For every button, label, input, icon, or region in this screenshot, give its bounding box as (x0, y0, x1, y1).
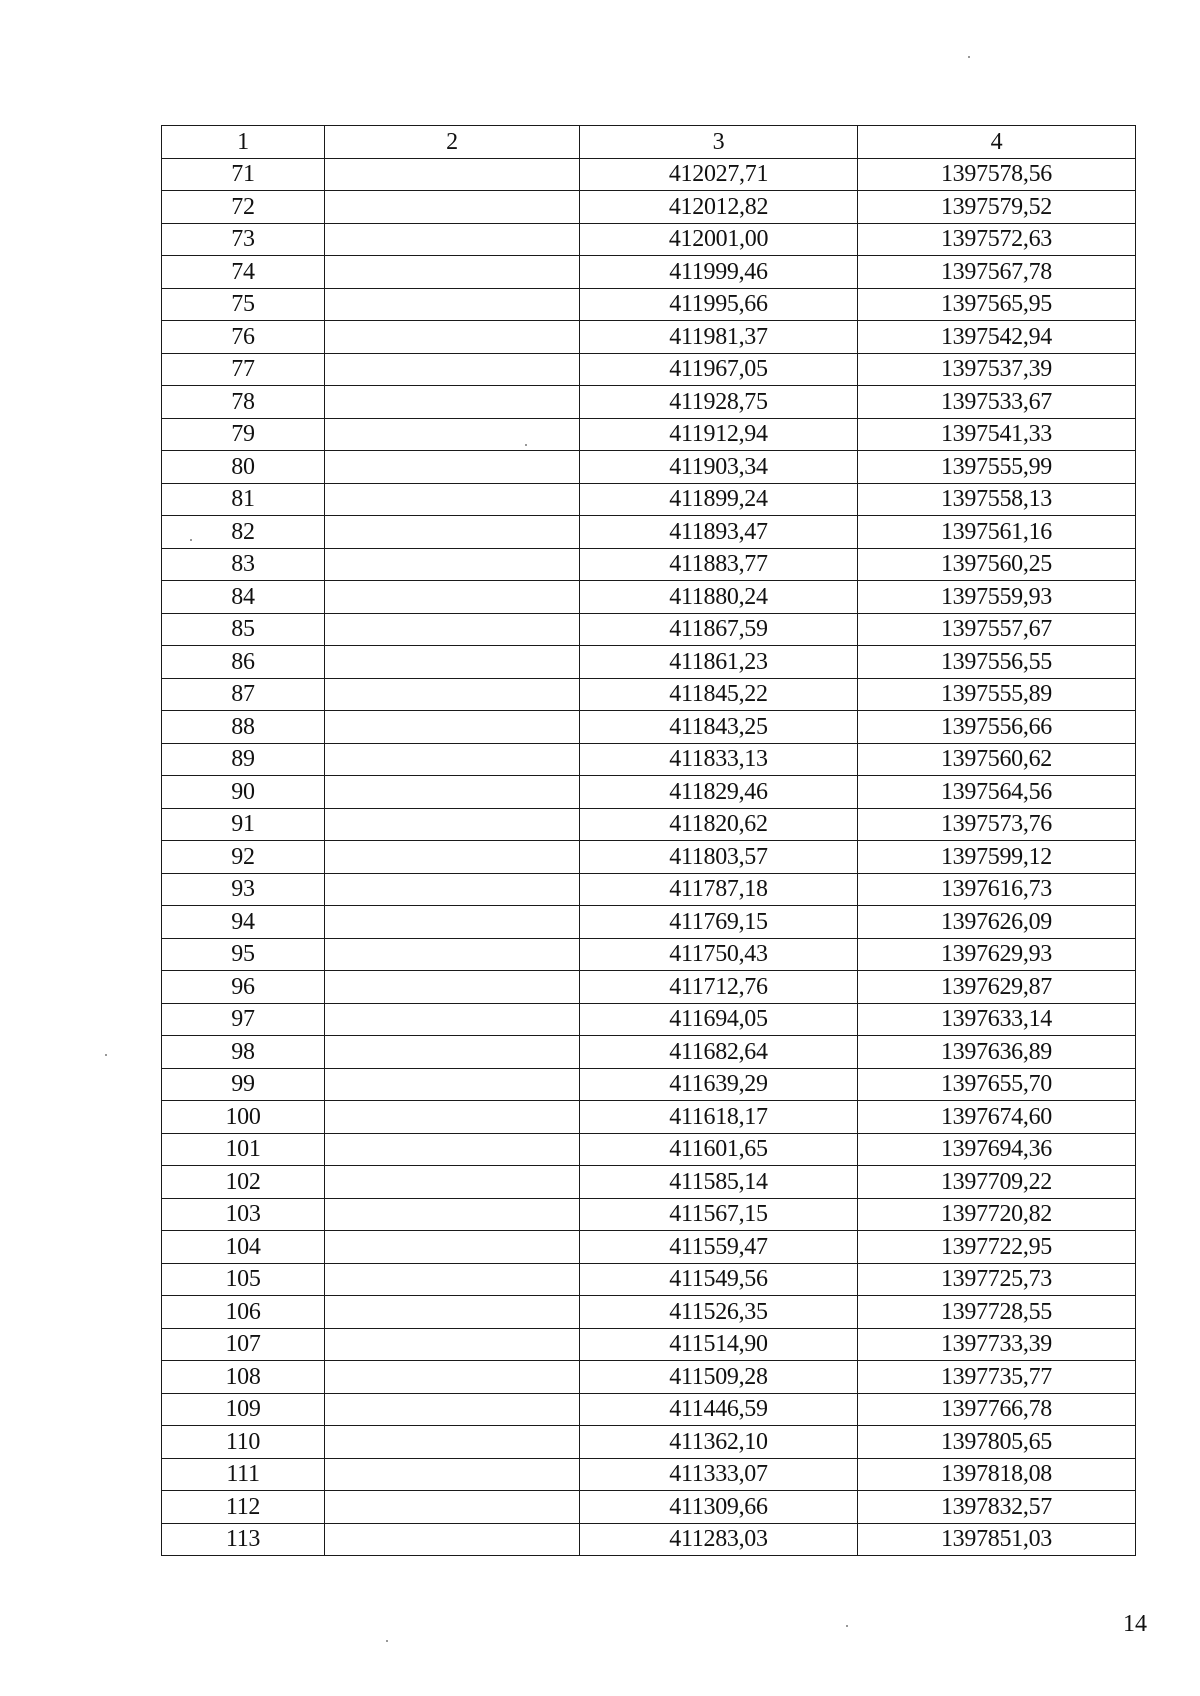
cell-column-2 (325, 1068, 580, 1101)
cell-coordinate-x: 411843,25 (580, 711, 858, 744)
table-row (162, 581, 1136, 614)
cell-coordinate-y: 1397616,73 (858, 873, 1136, 906)
cell-coordinate-y: 1397636,89 (858, 1036, 1136, 1069)
cell-coordinate-x: 412027,71 (580, 158, 858, 191)
cell-coordinate-y: 1397720,82 (858, 1198, 1136, 1231)
table-row (162, 808, 1136, 841)
table-row (162, 613, 1136, 646)
cell-point-number: 113 (162, 1523, 325, 1556)
cell-column-2 (325, 743, 580, 776)
table-row (162, 1523, 1136, 1556)
cell-coordinate-y: 1397557,67 (858, 613, 1136, 646)
cell-point-number: 86 (162, 646, 325, 679)
table-row (162, 1328, 1136, 1361)
cell-column-2 (325, 191, 580, 224)
cell-coordinate-x: 411845,22 (580, 678, 858, 711)
cell-column-2 (325, 386, 580, 419)
cell-coordinate-y: 1397674,60 (858, 1101, 1136, 1134)
cell-coordinate-x: 412001,00 (580, 223, 858, 256)
cell-column-2 (325, 288, 580, 321)
cell-point-number: 76 (162, 321, 325, 354)
cell-column-2 (325, 1328, 580, 1361)
table-row (162, 906, 1136, 939)
cell-coordinate-x: 411618,17 (580, 1101, 858, 1134)
cell-point-number: 100 (162, 1101, 325, 1134)
table-row (162, 1198, 1136, 1231)
table-row (162, 1166, 1136, 1199)
cell-coordinate-y: 1397537,39 (858, 353, 1136, 386)
table-row (162, 711, 1136, 744)
table-row (162, 1101, 1136, 1134)
cell-coordinate-x: 411883,77 (580, 548, 858, 581)
cell-point-number: 106 (162, 1296, 325, 1329)
cell-column-2 (325, 711, 580, 744)
cell-point-number: 73 (162, 223, 325, 256)
cell-column-2 (325, 1426, 580, 1459)
cell-coordinate-x: 411999,46 (580, 256, 858, 289)
header-cell-coordinate-y: 4 (858, 126, 1136, 159)
cell-point-number: 80 (162, 451, 325, 484)
cell-coordinate-y: 1397565,95 (858, 288, 1136, 321)
cell-coordinate-y: 1397573,76 (858, 808, 1136, 841)
cell-coordinate-y: 1397599,12 (858, 841, 1136, 874)
cell-coordinate-x: 411446,59 (580, 1393, 858, 1426)
cell-coordinate-y: 1397560,25 (858, 548, 1136, 581)
cell-column-2 (325, 581, 580, 614)
scan-speck (525, 444, 527, 446)
cell-coordinate-x: 411694,05 (580, 1003, 858, 1036)
cell-coordinate-y: 1397694,36 (858, 1133, 1136, 1166)
table-row (162, 516, 1136, 549)
cell-point-number: 103 (162, 1198, 325, 1231)
cell-coordinate-y: 1397728,55 (858, 1296, 1136, 1329)
table-row (162, 321, 1136, 354)
cell-column-2 (325, 451, 580, 484)
cell-point-number: 99 (162, 1068, 325, 1101)
cell-point-number: 107 (162, 1328, 325, 1361)
table-row (162, 1361, 1136, 1394)
table-row (162, 743, 1136, 776)
header-cell-point-number: 1 (162, 126, 325, 159)
page-number: 14 (1123, 1611, 1147, 1637)
scan-speck (386, 1640, 388, 1642)
cell-coordinate-x: 411750,43 (580, 938, 858, 971)
cell-column-2 (325, 1296, 580, 1329)
table-row (162, 1393, 1136, 1426)
table-row (162, 841, 1136, 874)
cell-coordinate-x: 411912,94 (580, 418, 858, 451)
table-row (162, 548, 1136, 581)
cell-coordinate-y: 1397709,22 (858, 1166, 1136, 1199)
cell-coordinate-y: 1397561,16 (858, 516, 1136, 549)
table-row (162, 451, 1136, 484)
table-row (162, 256, 1136, 289)
header-cell-column-2: 2 (325, 126, 580, 159)
cell-coordinate-y: 1397735,77 (858, 1361, 1136, 1394)
scan-speck (190, 539, 192, 541)
table-row (162, 1133, 1136, 1166)
cell-column-2 (325, 1491, 580, 1524)
cell-point-number: 98 (162, 1036, 325, 1069)
cell-coordinate-x: 411769,15 (580, 906, 858, 939)
table-row (162, 776, 1136, 809)
cell-point-number: 105 (162, 1263, 325, 1296)
cell-column-2 (325, 1036, 580, 1069)
table-row (162, 971, 1136, 1004)
table-row (162, 158, 1136, 191)
cell-coordinate-x: 411567,15 (580, 1198, 858, 1231)
cell-coordinate-y: 1397722,95 (858, 1231, 1136, 1264)
cell-point-number: 92 (162, 841, 325, 874)
cell-column-2 (325, 1166, 580, 1199)
cell-coordinate-x: 411967,05 (580, 353, 858, 386)
cell-point-number: 85 (162, 613, 325, 646)
cell-coordinate-y: 1397629,87 (858, 971, 1136, 1004)
cell-column-2 (325, 613, 580, 646)
cell-coordinate-x: 411682,64 (580, 1036, 858, 1069)
cell-point-number: 91 (162, 808, 325, 841)
table-row (162, 288, 1136, 321)
table-row (162, 1491, 1136, 1524)
cell-coordinate-y: 1397567,78 (858, 256, 1136, 289)
cell-coordinate-x: 411509,28 (580, 1361, 858, 1394)
cell-column-2 (325, 808, 580, 841)
table-row (162, 873, 1136, 906)
cell-column-2 (325, 776, 580, 809)
cell-point-number: 97 (162, 1003, 325, 1036)
cell-coordinate-y: 1397633,14 (858, 1003, 1136, 1036)
cell-coordinate-x: 411639,29 (580, 1068, 858, 1101)
cell-column-2 (325, 1523, 580, 1556)
cell-column-2 (325, 1198, 580, 1231)
cell-coordinate-y: 1397629,93 (858, 938, 1136, 971)
cell-coordinate-y: 1397733,39 (858, 1328, 1136, 1361)
cell-point-number: 93 (162, 873, 325, 906)
table-row (162, 418, 1136, 451)
cell-coordinate-x: 411333,07 (580, 1458, 858, 1491)
cell-coordinate-y: 1397766,78 (858, 1393, 1136, 1426)
table-row (162, 678, 1136, 711)
cell-coordinate-x: 411928,75 (580, 386, 858, 419)
cell-coordinate-x: 411601,65 (580, 1133, 858, 1166)
table-row (162, 1231, 1136, 1264)
scan-speck (846, 1625, 848, 1627)
cell-coordinate-y: 1397578,56 (858, 158, 1136, 191)
cell-coordinate-y: 1397818,08 (858, 1458, 1136, 1491)
cell-point-number: 79 (162, 418, 325, 451)
cell-column-2 (325, 418, 580, 451)
cell-point-number: 88 (162, 711, 325, 744)
header-cell-coordinate-x: 3 (580, 126, 858, 159)
cell-coordinate-y: 1397560,62 (858, 743, 1136, 776)
cell-point-number: 104 (162, 1231, 325, 1264)
scan-speck (968, 56, 970, 58)
cell-column-2 (325, 873, 580, 906)
cell-point-number: 84 (162, 581, 325, 614)
cell-column-2 (325, 321, 580, 354)
cell-coordinate-x: 411899,24 (580, 483, 858, 516)
cell-point-number: 101 (162, 1133, 325, 1166)
cell-coordinate-x: 411861,23 (580, 646, 858, 679)
cell-point-number: 96 (162, 971, 325, 1004)
coordinates-table (161, 125, 1136, 1556)
cell-coordinate-x: 411549,56 (580, 1263, 858, 1296)
cell-point-number: 82 (162, 516, 325, 549)
cell-coordinate-x: 411995,66 (580, 288, 858, 321)
cell-coordinate-x: 411585,14 (580, 1166, 858, 1199)
cell-point-number: 72 (162, 191, 325, 224)
cell-coordinate-y: 1397541,33 (858, 418, 1136, 451)
cell-coordinate-y: 1397851,03 (858, 1523, 1136, 1556)
cell-coordinate-x: 411981,37 (580, 321, 858, 354)
cell-coordinate-x: 411514,90 (580, 1328, 858, 1361)
cell-point-number: 108 (162, 1361, 325, 1394)
cell-coordinate-y: 1397555,89 (858, 678, 1136, 711)
cell-point-number: 83 (162, 548, 325, 581)
table-row (162, 386, 1136, 419)
cell-column-2 (325, 906, 580, 939)
table-row (162, 1068, 1136, 1101)
cell-coordinate-x: 411903,34 (580, 451, 858, 484)
cell-coordinate-y: 1397832,57 (858, 1491, 1136, 1524)
cell-coordinate-x: 411893,47 (580, 516, 858, 549)
cell-coordinate-x: 411309,66 (580, 1491, 858, 1524)
cell-coordinate-x: 411526,35 (580, 1296, 858, 1329)
cell-column-2 (325, 516, 580, 549)
cell-column-2 (325, 938, 580, 971)
table-row (162, 1263, 1136, 1296)
cell-column-2 (325, 1133, 580, 1166)
cell-coordinate-y: 1397579,52 (858, 191, 1136, 224)
cell-column-2 (325, 548, 580, 581)
coordinates-table-body (162, 126, 1136, 1556)
table-row (162, 1296, 1136, 1329)
cell-column-2 (325, 1231, 580, 1264)
cell-column-2 (325, 1393, 580, 1426)
cell-point-number: 90 (162, 776, 325, 809)
cell-column-2 (325, 483, 580, 516)
cell-coordinate-x: 411829,46 (580, 776, 858, 809)
cell-coordinate-x: 411803,57 (580, 841, 858, 874)
cell-coordinate-x: 411362,10 (580, 1426, 858, 1459)
cell-column-2 (325, 841, 580, 874)
cell-point-number: 75 (162, 288, 325, 321)
cell-column-2 (325, 158, 580, 191)
cell-column-2 (325, 1458, 580, 1491)
cell-coordinate-y: 1397655,70 (858, 1068, 1136, 1101)
table-header-row (162, 126, 1136, 159)
cell-coordinate-x: 411880,24 (580, 581, 858, 614)
scan-speck (105, 1054, 107, 1056)
cell-point-number: 71 (162, 158, 325, 191)
cell-column-2 (325, 678, 580, 711)
cell-column-2 (325, 353, 580, 386)
cell-coordinate-y: 1397805,65 (858, 1426, 1136, 1459)
cell-coordinate-x: 411787,18 (580, 873, 858, 906)
cell-coordinate-x: 411867,59 (580, 613, 858, 646)
cell-coordinate-y: 1397559,93 (858, 581, 1136, 614)
cell-point-number: 102 (162, 1166, 325, 1199)
cell-point-number: 111 (162, 1458, 325, 1491)
cell-point-number: 110 (162, 1426, 325, 1459)
cell-point-number: 87 (162, 678, 325, 711)
cell-coordinate-x: 411283,03 (580, 1523, 858, 1556)
cell-column-2 (325, 256, 580, 289)
cell-point-number: 89 (162, 743, 325, 776)
table-row (162, 223, 1136, 256)
table-row (162, 1036, 1136, 1069)
cell-coordinate-x: 411820,62 (580, 808, 858, 841)
cell-coordinate-y: 1397556,55 (858, 646, 1136, 679)
cell-column-2 (325, 1101, 580, 1134)
cell-point-number: 94 (162, 906, 325, 939)
table-row (162, 191, 1136, 224)
cell-coordinate-y: 1397555,99 (858, 451, 1136, 484)
cell-point-number: 78 (162, 386, 325, 419)
cell-point-number: 74 (162, 256, 325, 289)
cell-column-2 (325, 646, 580, 679)
cell-coordinate-y: 1397542,94 (858, 321, 1136, 354)
cell-column-2 (325, 1263, 580, 1296)
cell-coordinate-x: 411712,76 (580, 971, 858, 1004)
cell-column-2 (325, 1003, 580, 1036)
cell-coordinate-y: 1397558,13 (858, 483, 1136, 516)
cell-coordinate-y: 1397533,67 (858, 386, 1136, 419)
table-row (162, 1458, 1136, 1491)
table-row (162, 483, 1136, 516)
cell-column-2 (325, 223, 580, 256)
cell-coordinate-y: 1397556,66 (858, 711, 1136, 744)
cell-column-2 (325, 971, 580, 1004)
table-row (162, 646, 1136, 679)
cell-coordinate-y: 1397564,56 (858, 776, 1136, 809)
cell-coordinate-x: 411833,13 (580, 743, 858, 776)
cell-point-number: 95 (162, 938, 325, 971)
cell-coordinate-x: 412012,82 (580, 191, 858, 224)
table-row (162, 1003, 1136, 1036)
table-row (162, 1426, 1136, 1459)
cell-point-number: 81 (162, 483, 325, 516)
table-row (162, 938, 1136, 971)
table-row (162, 353, 1136, 386)
cell-point-number: 77 (162, 353, 325, 386)
cell-coordinate-y: 1397572,63 (858, 223, 1136, 256)
cell-point-number: 112 (162, 1491, 325, 1524)
cell-coordinate-y: 1397725,73 (858, 1263, 1136, 1296)
cell-coordinate-x: 411559,47 (580, 1231, 858, 1264)
cell-point-number: 109 (162, 1393, 325, 1426)
cell-column-2 (325, 1361, 580, 1394)
cell-coordinate-y: 1397626,09 (858, 906, 1136, 939)
